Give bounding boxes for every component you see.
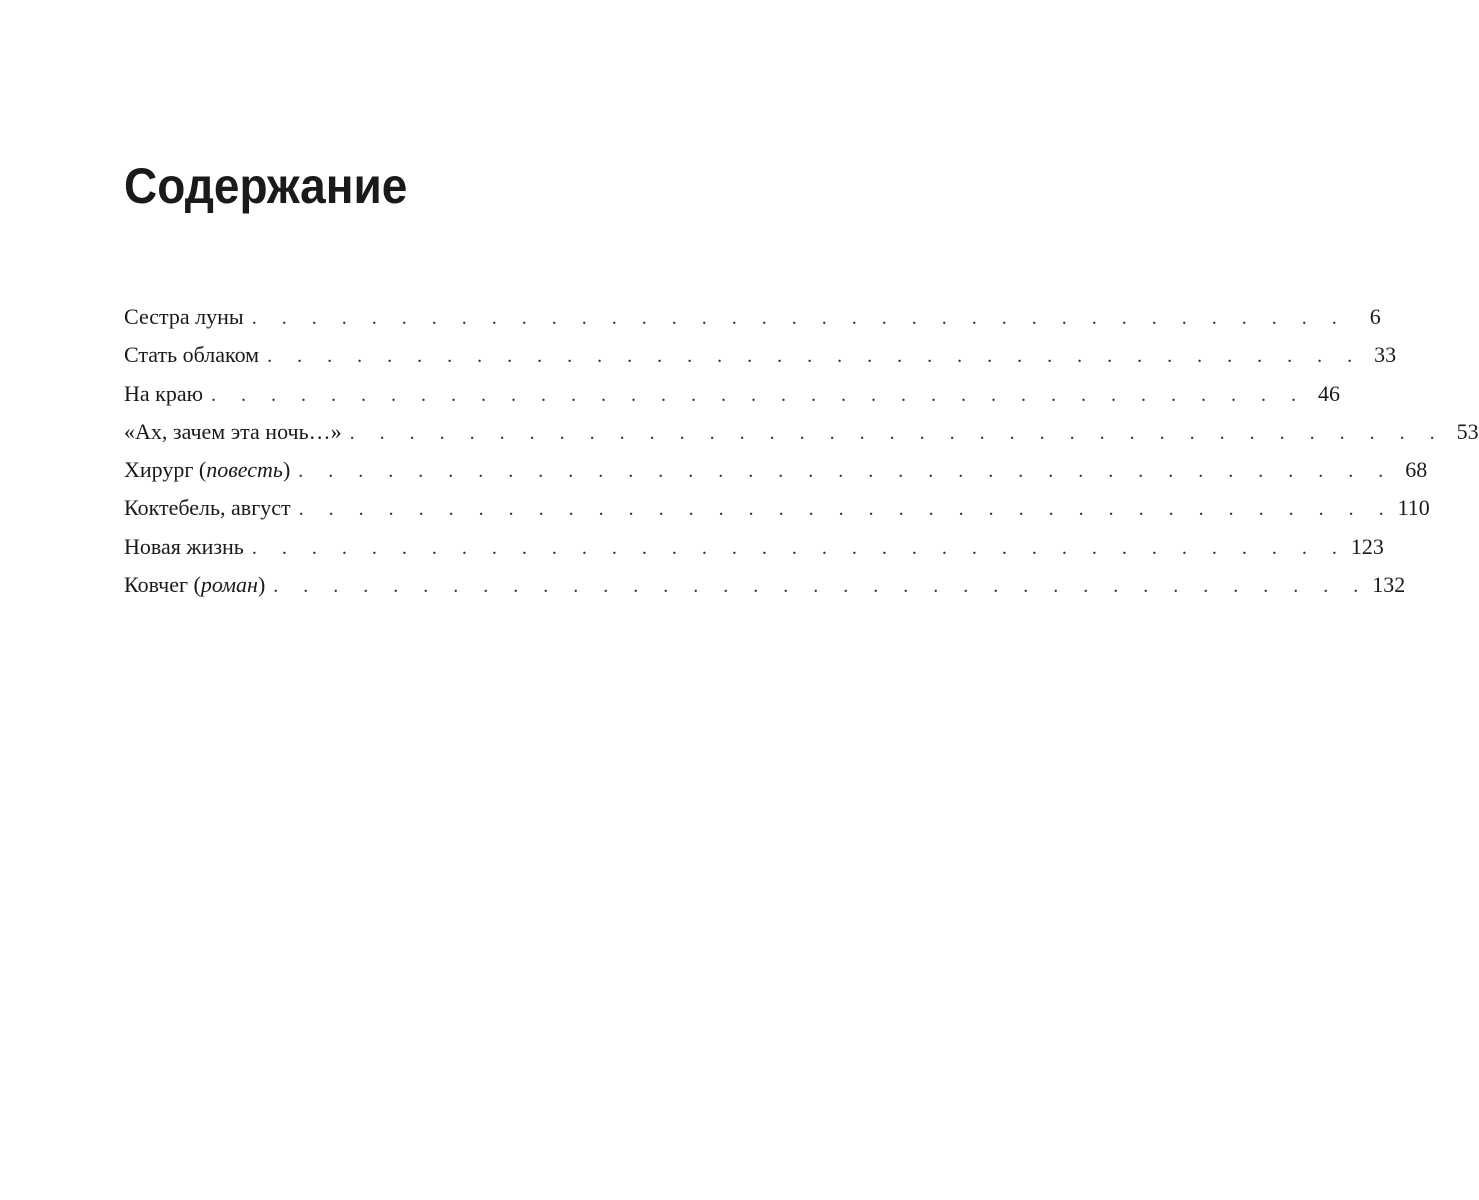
- dot-leader: . . . . . . . . . . . . . . . . . . . . . . . . . . . . . . . . . . . . .: [251, 536, 1347, 559]
- toc-entry-genre: повесть: [206, 457, 283, 483]
- toc-entry-page: 110: [1397, 495, 1430, 521]
- toc-entry-title: «Ах, зачем эта ночь…»: [124, 418, 342, 444]
- toc-entry-page: 132: [1372, 572, 1406, 598]
- table-of-contents: [124, 304, 1479, 610]
- toc-entry[interactable]: [124, 342, 1397, 380]
- toc-entry-title: На краю: [124, 380, 204, 406]
- dot-leader: . . . . . . . . . . . . . . . . . . . . . . . . . . . . . . . . . . . . .: [349, 421, 1445, 444]
- toc-entry-page: 46: [1318, 380, 1341, 406]
- toc-entry-genre: роман: [200, 572, 258, 598]
- page-title: Содержание: [124, 158, 408, 214]
- toc-entry-page: 33: [1374, 342, 1397, 368]
- dot-leader: . . . . . . . . . . . . . . . . . . . . . . . . . . . . . . . . . . . . .: [273, 575, 1369, 598]
- dot-leader: . . . . . . . . . . . . . . . . . . . . . . . . . . . . . . . . . . . . .: [298, 498, 1394, 521]
- toc-entry-title: Сестра луны: [124, 304, 244, 329]
- toc-entry[interactable]: [124, 380, 1341, 419]
- toc-entry[interactable]: [124, 533, 1384, 572]
- dot-leader: . . . . . . . . . . . . . . . . . . . . . . . . . . . . . . . . . . . . .: [298, 460, 1394, 483]
- toc-entry-title: Хирург (повесть): [124, 457, 291, 483]
- toc-entry[interactable]: [124, 457, 1428, 495]
- toc-entry[interactable]: [124, 418, 1479, 457]
- toc-entry[interactable]: [124, 572, 1406, 610]
- toc-entry-page: 53: [1456, 418, 1479, 444]
- toc-entry-page: 6: [1369, 304, 1381, 329]
- dot-leader: . . . . . . . . . . . . . . . . . . . . . . . . . . . . . . . . . . . . .: [211, 383, 1307, 406]
- toc-entry-title: Новая жизнь: [124, 533, 244, 559]
- toc-entry-title: Ковчег (роман): [124, 572, 266, 598]
- dot-leader: . . . . . . . . . . . . . . . . . . . . . . . . . . . . . . . . . . . . .: [251, 307, 1347, 329]
- toc-entry-title: Коктебель, август: [124, 495, 291, 521]
- toc-entry-page: 68: [1405, 457, 1428, 483]
- toc-entry[interactable]: [124, 304, 1381, 342]
- toc-entry-page: 123: [1350, 533, 1384, 559]
- toc-entry[interactable]: [124, 495, 1430, 533]
- dot-leader: . . . . . . . . . . . . . . . . . . . . . . . . . . . . . . . . . . . . .: [267, 345, 1363, 368]
- toc-entry-title: Стать облаком: [124, 342, 260, 368]
